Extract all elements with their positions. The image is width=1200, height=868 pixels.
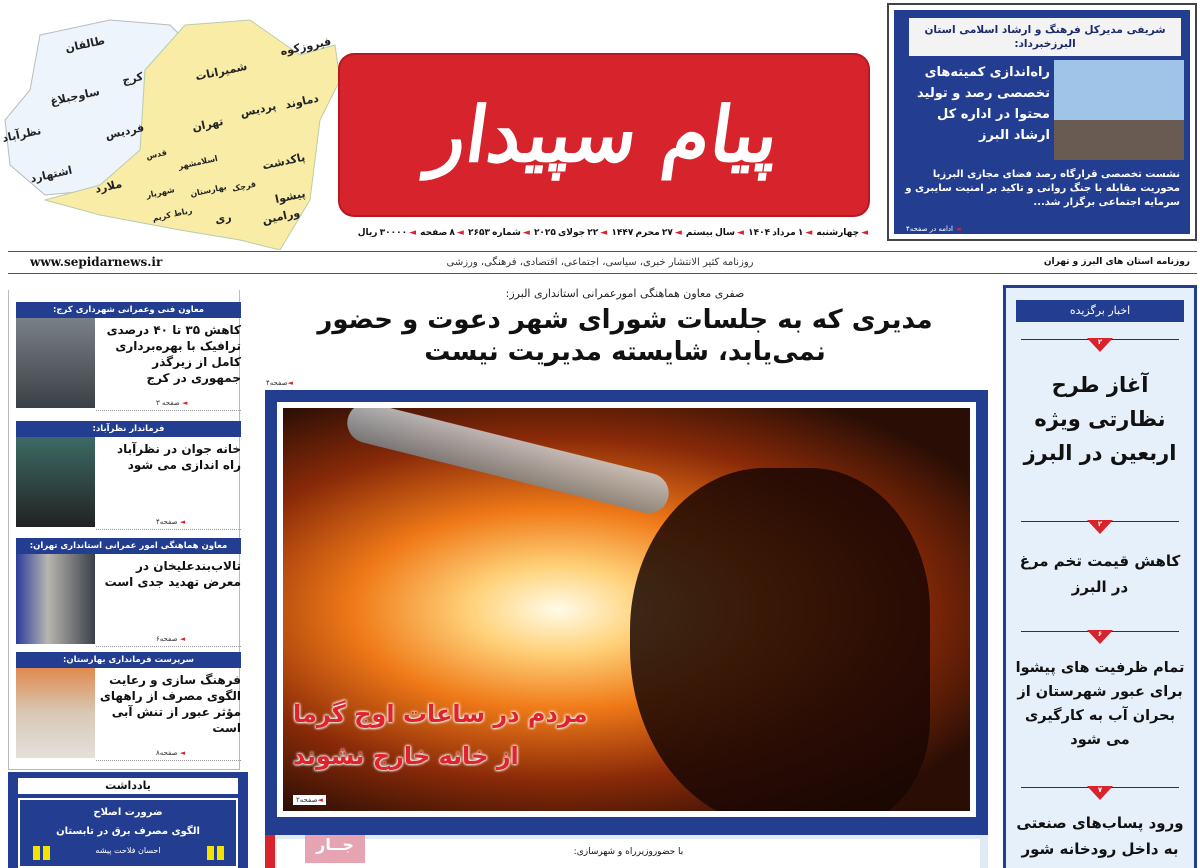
featured-news-title[interactable]: آغاز طرح نظارتی ویژه اربعین در البرز	[1023, 373, 1177, 465]
province-map	[0, 0, 345, 250]
top-story-box[interactable]	[887, 3, 1197, 241]
map-label: قدس	[145, 147, 168, 162]
year-number: سال بیستم	[685, 228, 736, 238]
news-title[interactable]: فرهنگ سازی و رعایت الگوی مصرف از راههای مؤثر عبور از تنش آبی است	[99, 673, 241, 735]
left-news-item[interactable]	[16, 652, 241, 767]
left-news-item[interactable]	[16, 538, 241, 653]
news-photo	[16, 554, 95, 644]
map-label: دماوند	[284, 91, 320, 112]
page-ref-label: صفحه۶	[156, 635, 178, 643]
lead-photo[interactable]	[283, 408, 970, 811]
map-label: ورامین	[261, 206, 302, 227]
masthead-logo	[340, 55, 868, 215]
map-label: تهران	[190, 114, 225, 135]
date-persian: ۱ مرداد ۱۴۰۴	[748, 228, 804, 238]
page-ref-label: صفحه۲	[296, 796, 318, 804]
news-kicker: سرپرست فرمانداری بهارستان:	[16, 652, 241, 668]
map-label: اشتهارد	[29, 163, 74, 186]
top-story-title[interactable]: راه‌اندازی کمیته‌های تخصصی رصد و تولید محتوا در اداره کل ارشاد البرز	[917, 65, 1050, 143]
news-page-ref[interactable]: ◄ صفحه۴	[156, 518, 186, 526]
divider	[96, 410, 241, 411]
dateline: ◄چهارشنبه ◄۱ مرداد ۱۴۰۴ ◄سال بیستم ◄۲۷ محرم ۱۴۴۷ ◄۲۲ جولای ۲۰۲۵ ◄شماره ۲۶۵۳ ◄۸ صفحه ◄۳۰۰۰۰ ریال	[357, 228, 868, 238]
map-label: بهارستان	[189, 182, 228, 199]
left-column	[8, 290, 240, 770]
date-hijri: ۲۷ محرم ۱۴۴۷	[611, 228, 673, 238]
map-label: فیروزکوه	[279, 34, 333, 59]
lead-photo-frame	[265, 390, 988, 835]
bottom-story[interactable]	[265, 835, 988, 868]
main-kicker: صفری معاون هماهنگی امورعمرانی استانداری البرز:	[505, 287, 745, 300]
opinion-title[interactable]: الگوی مصرف برق در تابستان	[56, 826, 200, 837]
opinion-title[interactable]: ضرورت اصلاح	[93, 807, 163, 818]
page-ref-label: صفحه ۳	[156, 399, 180, 407]
page-number: ۷	[1097, 786, 1103, 794]
news-kicker: معاون هماهنگی امور عمرانی استانداری تهران:	[16, 538, 241, 554]
divider	[96, 646, 241, 647]
watermark: جــار	[305, 835, 365, 863]
top-story-kicker: شریفی مدیرکل فرهنگ و ارشاد اسلامی استان البرزخبرداد:	[909, 18, 1181, 56]
divider	[8, 273, 1197, 274]
page-number: ۶	[1097, 630, 1103, 638]
page-number: ۲	[1097, 338, 1103, 346]
opinion-author: احسان فلاحت پیشه	[95, 846, 161, 855]
left-news-item[interactable]	[16, 421, 241, 536]
map-label: طالقان	[64, 33, 106, 56]
news-photo	[16, 437, 95, 527]
map-label: پاکدشت	[261, 150, 307, 173]
map-label: ملارد	[93, 177, 124, 196]
region-tag: روزنامه استان های البرز و تهران	[1043, 257, 1190, 267]
website-link[interactable]: www.sepidarnews.ir	[30, 255, 163, 269]
tagline: روزنامه کثیر الانتشار خبری، سیاسی، اجتماعی، اقتصادی، فرهنگی، ورزشی	[446, 257, 754, 268]
headline-page-ref[interactable]: ◄صفحه۴	[266, 379, 293, 387]
caption-line: از خانه خارج نشوند	[293, 742, 519, 770]
section-tab	[265, 835, 275, 868]
featured-news-title[interactable]: کاهش قیمت تخم مرغ در البرز	[1019, 552, 1181, 596]
page-marker	[1021, 786, 1179, 800]
opinion-header: یادداشت	[18, 778, 238, 794]
left-news-item[interactable]	[16, 302, 241, 417]
main-headline[interactable]: مدیری که به جلسات شورای شهر دعوت و حضور نمی‌یابد، شایسته مدیریت نیست	[317, 305, 933, 367]
continued-label: ادامه در صفحه۴	[906, 225, 953, 233]
map-label: فردیس	[104, 121, 146, 142]
date-gregorian: ۲۲ جولای ۲۰۲۵	[533, 228, 599, 238]
map-label: پردیس	[239, 99, 278, 120]
map-label: ساوجبلاغ	[49, 84, 101, 109]
featured-news-title[interactable]: تمام ظرفیت های پیشوا برای عبور شهرستان از بحران آب به کارگیری می شود	[1015, 660, 1185, 748]
divider	[96, 760, 241, 761]
featured-news-title[interactable]: ورود پساب‌های صنعتی به داخل رودخانه شور	[1016, 814, 1184, 858]
news-kicker: معاون فنی وعمرانی شهرداری کرج:	[16, 302, 241, 318]
news-photo	[16, 318, 95, 408]
page-marker	[1021, 630, 1179, 644]
issue-number: شماره ۲۶۵۳	[467, 228, 521, 238]
top-story-body: نشست تخصصی قرارگاه رصد فضای مجازی البرزبا محوریت مقابله با جنگ روانی و تاکید بر امنیت سایبری و سرمایه اجتماعی برگزار شد...	[905, 169, 1180, 208]
top-story-continued[interactable]: ◄ ادامه در صفحه۴	[906, 225, 961, 233]
top-story-photo	[1054, 60, 1184, 160]
caption-line: مردم در ساعات اوج گرما	[293, 700, 588, 728]
logo-text: پیام سپیدار	[423, 90, 785, 179]
map-label: قرچک	[231, 179, 257, 194]
silhouette-shape	[630, 468, 930, 811]
map-label: رباط کریم	[151, 205, 194, 224]
map-label: کرج	[120, 69, 145, 88]
divider	[8, 251, 1197, 252]
news-page-ref[interactable]: ◄ صفحه۸	[156, 749, 186, 757]
news-photo	[16, 668, 95, 758]
featured-header: اخبار برگزیده	[1016, 300, 1184, 322]
photo-page-ref[interactable]: ◄صفحه۲	[293, 795, 326, 805]
bottom-kicker: با حضوروزیرراه و شهرسازی:	[277, 839, 980, 868]
featured-news-column	[1003, 285, 1197, 868]
page-count: ۸ صفحه	[420, 228, 455, 238]
opinion-box[interactable]	[8, 772, 248, 868]
quote-icon	[32, 846, 50, 860]
news-title[interactable]: کاهش ۳۵ تا ۴۰ درصدی ترافیک با بهره‌برداری کامل از زیرگذر جمهوری در کرج	[106, 323, 241, 385]
photo-caption	[293, 693, 588, 777]
news-page-ref[interactable]: ◄ صفحه۶	[156, 635, 186, 643]
map-label: ری	[213, 210, 233, 227]
bottle-shape	[343, 408, 673, 517]
map-label: پیشوا	[273, 186, 307, 207]
news-title[interactable]: تالاب‌بندعلیخان در معرض تهدید جدی است	[104, 559, 241, 589]
page-number: ۲	[1097, 520, 1103, 528]
news-kicker: فرماندار نظرآباد:	[16, 421, 241, 437]
divider	[96, 529, 241, 530]
map-label: شمیرانات	[194, 59, 249, 84]
page-marker	[1021, 338, 1179, 352]
map-label: اسلامشهر	[177, 153, 219, 172]
page-marker	[1021, 520, 1179, 534]
map-label: نظرآباد	[1, 124, 43, 145]
page-ref-label: صفحه۸	[156, 749, 178, 757]
map-label: شهریار	[145, 185, 176, 200]
page-ref-label: صفحه۴	[156, 518, 178, 526]
news-title[interactable]: خانه جوان در نظرآباد راه اندازی می شود	[116, 442, 241, 472]
price: ۳۰۰۰۰ ریال	[357, 228, 408, 238]
weekday: چهارشنبه	[816, 228, 860, 238]
page-ref-label: صفحه۴	[266, 379, 288, 387]
news-page-ref[interactable]: ◄ صفحه ۳	[156, 399, 188, 407]
quote-icon	[206, 846, 224, 860]
